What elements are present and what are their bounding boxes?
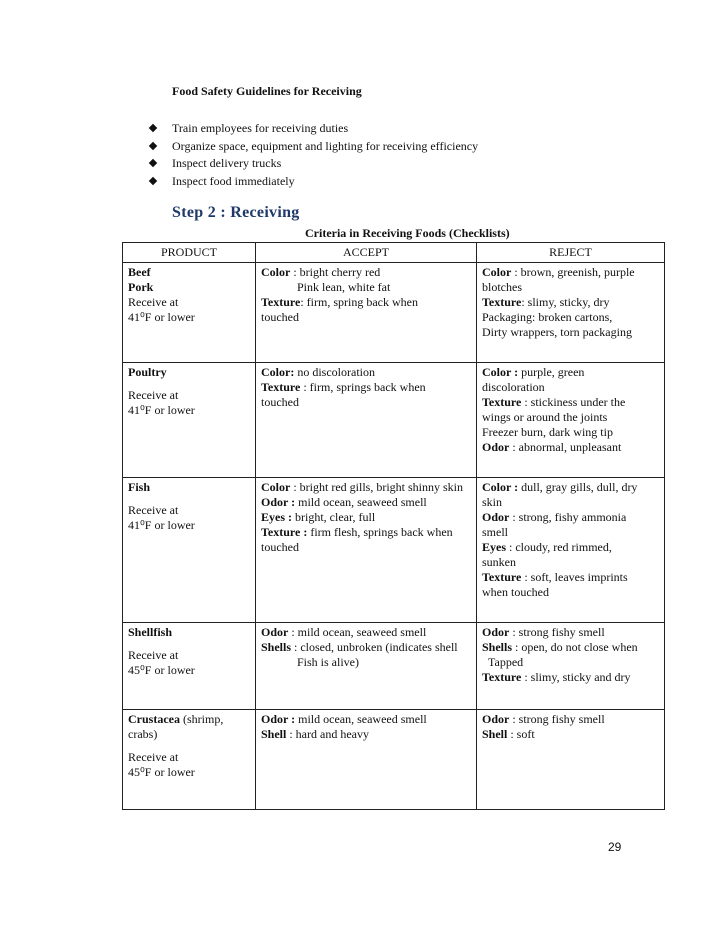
criteria-value: : bright cherry red — [290, 265, 381, 279]
criteria-value: Freezer burn, dark wing tip — [482, 425, 613, 439]
criteria-label: Odor — [482, 440, 510, 454]
criteria-value: no discoloration — [294, 365, 375, 379]
criteria-value: bright, clear, full — [292, 510, 376, 524]
product-name: Crustacea — [128, 712, 180, 726]
criteria-label: Eyes : — [261, 510, 292, 524]
header-accept: ACCEPT — [256, 243, 477, 263]
criteria-value: : firm, springs back when — [300, 380, 426, 394]
criteria-value: blotches — [482, 280, 522, 294]
product-name-suffix: crabs) — [128, 727, 158, 741]
criteria-value: : slimy, sticky, dry — [521, 295, 610, 309]
criteria-value: : stickiness under the — [521, 395, 626, 409]
criteria-label: Odor — [482, 712, 510, 726]
reject-cell — [477, 263, 665, 363]
criteria-value: Dirty wrappers, torn packaging — [482, 325, 632, 339]
receive-label: Receive at — [128, 648, 179, 662]
criteria-label: Color — [482, 265, 512, 279]
criteria-value: mild ocean, seaweed smell — [295, 495, 427, 509]
criteria-value: : soft — [507, 727, 535, 741]
criteria-label: Odor — [482, 625, 510, 639]
criteria-label: Color : — [482, 480, 519, 494]
criteria-value: firm flesh, springs back when — [307, 525, 453, 539]
product-cell — [123, 710, 256, 810]
criteria-value: : cloudy, red rimmed, — [506, 540, 612, 554]
diamond-bullet-icon — [149, 141, 157, 149]
list-item-text: Train employees for receiving duties — [172, 121, 349, 135]
table-row — [123, 363, 665, 478]
criteria-value: : strong fishy smell — [509, 625, 605, 639]
criteria-label: Odor — [482, 510, 510, 524]
diamond-bullet-icon — [149, 176, 157, 184]
criteria-value: wings or around the joints — [482, 410, 608, 424]
receive-label: Receive at — [128, 388, 179, 402]
list-item — [148, 120, 478, 138]
header-product: PRODUCT — [123, 243, 256, 263]
criteria-label: Shell — [261, 727, 287, 741]
header-reject: REJECT — [477, 243, 665, 263]
criteria-value: : bright red gills, bright shinny skin — [290, 480, 463, 494]
reject-cell — [477, 623, 665, 710]
criteria-value: Pink lean, white fat — [297, 280, 391, 294]
accept-cell — [256, 478, 477, 623]
criteria-label: Color — [261, 265, 291, 279]
diamond-bullet-icon — [149, 124, 157, 132]
criteria-value: : soft, leaves imprints — [521, 570, 628, 584]
criteria-label: Shells — [482, 640, 513, 654]
criteria-value: : brown, greenish, purple — [511, 265, 635, 279]
criteria-value: sunken — [482, 555, 516, 569]
criteria-label: Color: — [261, 365, 295, 379]
product-cell — [123, 263, 256, 363]
product-name: Poultry — [128, 365, 167, 379]
criteria-value: purple, green — [518, 365, 585, 379]
product-name: Shellfish — [128, 625, 173, 639]
criteria-value: mild ocean, seaweed smell — [295, 712, 427, 726]
criteria-value: : slimy, sticky and dry — [521, 670, 631, 684]
criteria-value: : mild ocean, seaweed smell — [288, 625, 427, 639]
list-item-text: Organize space, equipment and lighting for receiving efficiency — [172, 138, 479, 153]
criteria-label: Texture — [261, 380, 301, 394]
guidelines-list — [148, 120, 478, 190]
criteria-label: Texture : — [261, 525, 308, 539]
receive-temp: 45⁰F or lower — [128, 765, 195, 779]
product-name: Fish — [128, 480, 151, 494]
criteria-label: Texture — [482, 570, 522, 584]
product-name: Beef — [128, 265, 151, 279]
criteria-value: dull, gray gills, dull, dry — [518, 480, 638, 494]
criteria-value: when touched — [482, 585, 549, 599]
criteria-value: : abnormal, unpleasant — [509, 440, 622, 454]
criteria-label: Texture — [261, 295, 301, 309]
table-row — [123, 478, 665, 623]
criteria-label: Color : — [482, 365, 519, 379]
reject-cell — [477, 710, 665, 810]
criteria-value: : firm, spring back when — [300, 295, 418, 309]
product-name: Pork — [128, 280, 154, 294]
criteria-label: Color — [261, 480, 291, 494]
criteria-value: Tapped — [488, 655, 524, 669]
criteria-value: smell — [482, 525, 508, 539]
receive-label: Receive at — [128, 295, 179, 309]
table-row — [123, 710, 665, 810]
criteria-label: Odor : — [261, 712, 296, 726]
table-row — [123, 263, 665, 363]
criteria-label: Texture — [482, 670, 522, 684]
page-number: 29 — [608, 840, 622, 854]
criteria-label: Texture — [482, 295, 522, 309]
reject-cell — [477, 478, 665, 623]
criteria-label: Odor — [261, 625, 289, 639]
list-item — [148, 138, 478, 156]
receive-label: Receive at — [128, 503, 179, 517]
diamond-bullet-icon — [149, 159, 157, 167]
list-item-text: Inspect food immediately — [172, 173, 295, 188]
criteria-value: touched — [261, 540, 299, 554]
criteria-label: Shell — [482, 727, 508, 741]
criteria-label: Eyes — [482, 540, 506, 554]
criteria-value: Fish is alive) — [297, 655, 359, 669]
criteria-label: Shells — [261, 640, 292, 654]
list-item — [148, 155, 478, 173]
criteria-value: : hard and heavy — [286, 727, 369, 741]
table-row — [123, 623, 665, 710]
criteria-table — [122, 242, 665, 810]
table-caption: Criteria in Receiving Foods (Checklists) — [305, 226, 510, 240]
reject-cell — [477, 363, 665, 478]
criteria-value: touched — [261, 395, 299, 409]
criteria-value: touched — [261, 310, 299, 324]
accept-cell — [256, 623, 477, 710]
criteria-label: Texture — [482, 395, 522, 409]
criteria-label: Odor : — [261, 495, 296, 509]
table-header-row — [123, 243, 665, 263]
product-cell — [123, 363, 256, 478]
criteria-value: : closed, unbroken (indicates shell — [291, 640, 458, 654]
accept-cell — [256, 363, 477, 478]
criteria-value: discoloration — [482, 380, 545, 394]
document-title: Food Safety Guidelines for Receiving — [172, 84, 362, 98]
criteria-value: Packaging: broken cartons, — [482, 310, 613, 324]
criteria-value: : strong, fishy ammonia — [509, 510, 627, 524]
receive-temp: 45⁰F or lower — [128, 663, 195, 677]
accept-cell — [256, 263, 477, 363]
list-item — [148, 173, 478, 191]
step-heading: Step 2 : Receiving — [172, 204, 300, 221]
criteria-value: : open, do not close when — [512, 640, 638, 654]
receive-label: Receive at — [128, 750, 179, 764]
criteria-value: : strong fishy smell — [509, 712, 605, 726]
receive-temp: 41⁰F or lower — [128, 403, 195, 417]
criteria-value: skin — [482, 495, 503, 509]
accept-cell — [256, 710, 477, 810]
product-cell — [123, 623, 256, 710]
list-item-text: Inspect delivery trucks — [172, 156, 282, 170]
product-name-suffix: (shrimp, — [179, 712, 224, 726]
receive-temp: 41⁰F or lower — [128, 518, 195, 532]
product-cell — [123, 478, 256, 623]
receive-temp: 41⁰F or lower — [128, 310, 195, 324]
